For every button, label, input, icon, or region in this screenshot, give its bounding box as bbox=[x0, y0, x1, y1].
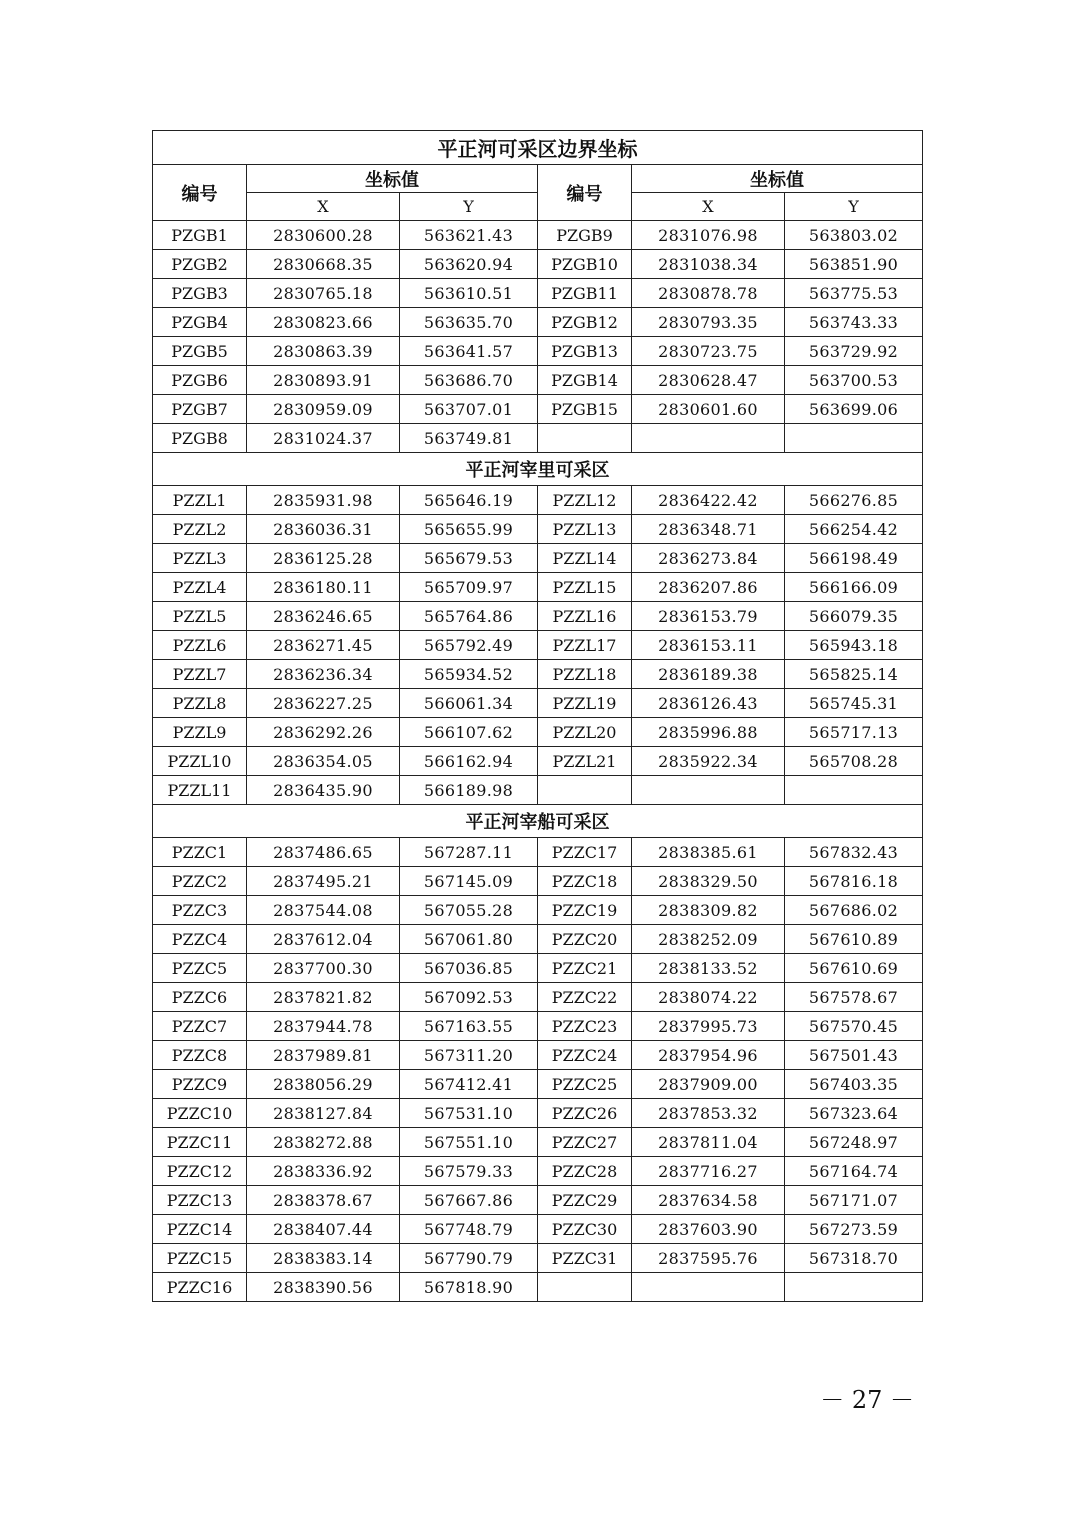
cell-x-left: 2836236.34 bbox=[247, 660, 400, 689]
cell-x-right: 2836153.79 bbox=[632, 602, 785, 631]
cell-y-left: 567818.90 bbox=[400, 1273, 538, 1302]
cell-id-left: PZZL3 bbox=[153, 544, 247, 573]
cell-x-left: 2831024.37 bbox=[247, 424, 400, 453]
cell-y-left: 563686.70 bbox=[400, 366, 538, 395]
cell-id-right: PZZC29 bbox=[538, 1186, 632, 1215]
cell-id-right: PZZC21 bbox=[538, 954, 632, 983]
table-row bbox=[153, 896, 923, 925]
header-coord-right: 坐标值 bbox=[632, 165, 923, 193]
cell-x-right: 2836189.38 bbox=[632, 660, 785, 689]
cell-y-right: 563775.53 bbox=[785, 279, 923, 308]
cell-y-right: 563700.53 bbox=[785, 366, 923, 395]
cell-id-right: PZZL13 bbox=[538, 515, 632, 544]
cell-x-right: 2837716.27 bbox=[632, 1157, 785, 1186]
cell-x-left: 2837612.04 bbox=[247, 925, 400, 954]
header-y-left: Y bbox=[400, 193, 538, 221]
cell-y-right: 567171.07 bbox=[785, 1186, 923, 1215]
table-row bbox=[153, 925, 923, 954]
cell-id-right: PZGB13 bbox=[538, 337, 632, 366]
cell-y-right: 567578.67 bbox=[785, 983, 923, 1012]
section-title: 平正河宰船可采区 bbox=[153, 805, 923, 838]
cell-y-left: 565934.52 bbox=[400, 660, 538, 689]
cell-id-left: PZZC14 bbox=[153, 1215, 247, 1244]
cell-id-left: PZZL8 bbox=[153, 689, 247, 718]
table-row bbox=[153, 1070, 923, 1099]
cell-x-left: 2837486.65 bbox=[247, 838, 400, 867]
cell-x-left: 2838272.88 bbox=[247, 1128, 400, 1157]
cell-id-left: PZZC4 bbox=[153, 925, 247, 954]
cell-x-right: 2830793.35 bbox=[632, 308, 785, 337]
cell-id-right: PZGB15 bbox=[538, 395, 632, 424]
table-row bbox=[153, 1012, 923, 1041]
header-id-right: 编号 bbox=[538, 165, 632, 221]
cell-id-right: PZZC23 bbox=[538, 1012, 632, 1041]
cell-id-right: PZGB11 bbox=[538, 279, 632, 308]
cell-id-right: PZZC17 bbox=[538, 838, 632, 867]
cell-y-right: 563803.02 bbox=[785, 221, 923, 250]
cell-y-right: 563699.06 bbox=[785, 395, 923, 424]
cell-x-left: 2830863.39 bbox=[247, 337, 400, 366]
cell-x-right: 2837909.00 bbox=[632, 1070, 785, 1099]
cell-y-left: 565655.99 bbox=[400, 515, 538, 544]
cell-y-left: 565646.19 bbox=[400, 486, 538, 515]
cell-y-right: 563851.90 bbox=[785, 250, 923, 279]
cell-y-left: 565764.86 bbox=[400, 602, 538, 631]
cell-x-left: 2838127.84 bbox=[247, 1099, 400, 1128]
cell-x-left: 2836292.26 bbox=[247, 718, 400, 747]
table-row bbox=[153, 1157, 923, 1186]
cell-x-right: 2830878.78 bbox=[632, 279, 785, 308]
table-row bbox=[153, 366, 923, 395]
cell-x-left: 2836125.28 bbox=[247, 544, 400, 573]
cell-x-right: 2838309.82 bbox=[632, 896, 785, 925]
cell-x-left: 2836227.25 bbox=[247, 689, 400, 718]
cell-x-right bbox=[632, 424, 785, 453]
cell-y-right: 565717.13 bbox=[785, 718, 923, 747]
cell-x-left: 2838056.29 bbox=[247, 1070, 400, 1099]
cell-y-left: 567055.28 bbox=[400, 896, 538, 925]
cell-x-left: 2830600.28 bbox=[247, 221, 400, 250]
cell-y-right: 566079.35 bbox=[785, 602, 923, 631]
cell-x-right: 2830628.47 bbox=[632, 366, 785, 395]
cell-x-left: 2838383.14 bbox=[247, 1244, 400, 1273]
cell-y-left: 566189.98 bbox=[400, 776, 538, 805]
cell-y-left: 567667.86 bbox=[400, 1186, 538, 1215]
cell-id-left: PZZC10 bbox=[153, 1099, 247, 1128]
coordinate-table bbox=[152, 130, 923, 1302]
cell-id-left: PZGB5 bbox=[153, 337, 247, 366]
cell-y-left: 567061.80 bbox=[400, 925, 538, 954]
cell-id-right: PZGB10 bbox=[538, 250, 632, 279]
table-row bbox=[153, 515, 923, 544]
cell-id-left: PZGB7 bbox=[153, 395, 247, 424]
cell-x-right: 2837634.58 bbox=[632, 1186, 785, 1215]
cell-id-left: PZZC2 bbox=[153, 867, 247, 896]
header-id-left: 编号 bbox=[153, 165, 247, 221]
cell-y-right bbox=[785, 776, 923, 805]
cell-y-right: 567501.43 bbox=[785, 1041, 923, 1070]
table-row bbox=[153, 1128, 923, 1157]
coordinate-table-body bbox=[153, 131, 923, 1302]
table-row bbox=[153, 718, 923, 747]
cell-id-right: PZZC27 bbox=[538, 1128, 632, 1157]
cell-x-left: 2837944.78 bbox=[247, 1012, 400, 1041]
table-row bbox=[153, 544, 923, 573]
cell-x-right: 2837995.73 bbox=[632, 1012, 785, 1041]
cell-y-right: 567832.43 bbox=[785, 838, 923, 867]
cell-x-left: 2836354.05 bbox=[247, 747, 400, 776]
cell-id-right: PZZC19 bbox=[538, 896, 632, 925]
cell-y-right: 563729.92 bbox=[785, 337, 923, 366]
cell-y-right: 566276.85 bbox=[785, 486, 923, 515]
cell-x-left: 2837544.08 bbox=[247, 896, 400, 925]
cell-x-right: 2836422.42 bbox=[632, 486, 785, 515]
cell-id-right: PZZC26 bbox=[538, 1099, 632, 1128]
cell-id-right bbox=[538, 776, 632, 805]
cell-id-right: PZGB14 bbox=[538, 366, 632, 395]
cell-y-left: 567036.85 bbox=[400, 954, 538, 983]
cell-x-left: 2838390.56 bbox=[247, 1273, 400, 1302]
cell-y-left: 567145.09 bbox=[400, 867, 538, 896]
cell-id-left: PZZL4 bbox=[153, 573, 247, 602]
cell-x-right: 2835996.88 bbox=[632, 718, 785, 747]
cell-x-left: 2837821.82 bbox=[247, 983, 400, 1012]
cell-id-right: PZZL15 bbox=[538, 573, 632, 602]
cell-x-left: 2836036.31 bbox=[247, 515, 400, 544]
cell-y-left: 567531.10 bbox=[400, 1099, 538, 1128]
cell-x-left: 2830959.09 bbox=[247, 395, 400, 424]
cell-y-right bbox=[785, 424, 923, 453]
cell-y-right: 565943.18 bbox=[785, 631, 923, 660]
cell-id-right: PZZC25 bbox=[538, 1070, 632, 1099]
cell-id-right: PZZL17 bbox=[538, 631, 632, 660]
table-row bbox=[153, 1099, 923, 1128]
cell-id-left: PZZC6 bbox=[153, 983, 247, 1012]
cell-x-left: 2838378.67 bbox=[247, 1186, 400, 1215]
cell-id-right: PZZC22 bbox=[538, 983, 632, 1012]
cell-y-left: 563620.94 bbox=[400, 250, 538, 279]
cell-y-right: 567816.18 bbox=[785, 867, 923, 896]
cell-x-right: 2838133.52 bbox=[632, 954, 785, 983]
cell-id-right: PZZL19 bbox=[538, 689, 632, 718]
cell-id-right: PZGB12 bbox=[538, 308, 632, 337]
cell-y-left: 567551.10 bbox=[400, 1128, 538, 1157]
table-row bbox=[153, 1244, 923, 1273]
cell-x-left: 2836435.90 bbox=[247, 776, 400, 805]
cell-y-left: 567092.53 bbox=[400, 983, 538, 1012]
cell-x-right: 2837853.32 bbox=[632, 1099, 785, 1128]
cell-id-left: PZZL6 bbox=[153, 631, 247, 660]
table-row bbox=[153, 279, 923, 308]
cell-y-right: 567248.97 bbox=[785, 1128, 923, 1157]
cell-x-left: 2836271.45 bbox=[247, 631, 400, 660]
cell-y-right: 567610.69 bbox=[785, 954, 923, 983]
cell-id-left: PZZL9 bbox=[153, 718, 247, 747]
cell-x-left: 2835931.98 bbox=[247, 486, 400, 515]
cell-x-left: 2837700.30 bbox=[247, 954, 400, 983]
table-row bbox=[153, 747, 923, 776]
table-row bbox=[153, 602, 923, 631]
cell-y-left: 567748.79 bbox=[400, 1215, 538, 1244]
table-row bbox=[153, 631, 923, 660]
table-row bbox=[153, 486, 923, 515]
cell-y-right: 567570.45 bbox=[785, 1012, 923, 1041]
cell-id-right: PZZC31 bbox=[538, 1244, 632, 1273]
cell-y-right: 565745.31 bbox=[785, 689, 923, 718]
cell-id-left: PZZL5 bbox=[153, 602, 247, 631]
cell-id-left: PZZC16 bbox=[153, 1273, 247, 1302]
cell-y-right: 566198.49 bbox=[785, 544, 923, 573]
cell-y-right: 566254.42 bbox=[785, 515, 923, 544]
cell-id-left: PZZC13 bbox=[153, 1186, 247, 1215]
cell-y-left: 563610.51 bbox=[400, 279, 538, 308]
cell-x-right: 2831038.34 bbox=[632, 250, 785, 279]
header-x-right: X bbox=[632, 193, 785, 221]
cell-id-right: PZZL14 bbox=[538, 544, 632, 573]
header-coord-left: 坐标值 bbox=[247, 165, 538, 193]
table-row bbox=[153, 1215, 923, 1244]
cell-x-right: 2838252.09 bbox=[632, 925, 785, 954]
cell-y-left: 565679.53 bbox=[400, 544, 538, 573]
cell-x-left: 2830765.18 bbox=[247, 279, 400, 308]
cell-x-right: 2836207.86 bbox=[632, 573, 785, 602]
cell-x-left: 2838407.44 bbox=[247, 1215, 400, 1244]
cell-id-left: PZZC1 bbox=[153, 838, 247, 867]
table-row bbox=[153, 1273, 923, 1302]
cell-x-left: 2830823.66 bbox=[247, 308, 400, 337]
cell-id-left: PZZC5 bbox=[153, 954, 247, 983]
cell-y-right: 567403.35 bbox=[785, 1070, 923, 1099]
cell-x-right: 2837595.76 bbox=[632, 1244, 785, 1273]
cell-id-left: PZGB4 bbox=[153, 308, 247, 337]
cell-id-left: PZZL2 bbox=[153, 515, 247, 544]
cell-id-left: PZZC7 bbox=[153, 1012, 247, 1041]
cell-y-left: 563749.81 bbox=[400, 424, 538, 453]
cell-y-right bbox=[785, 1273, 923, 1302]
cell-x-left: 2830668.35 bbox=[247, 250, 400, 279]
cell-x-right: 2836273.84 bbox=[632, 544, 785, 573]
cell-id-left: PZGB2 bbox=[153, 250, 247, 279]
cell-x-right: 2830601.60 bbox=[632, 395, 785, 424]
cell-y-right: 567323.64 bbox=[785, 1099, 923, 1128]
cell-id-left: PZZC15 bbox=[153, 1244, 247, 1273]
cell-id-left: PZZC9 bbox=[153, 1070, 247, 1099]
cell-y-left: 566162.94 bbox=[400, 747, 538, 776]
table-row bbox=[153, 954, 923, 983]
cell-x-right: 2836348.71 bbox=[632, 515, 785, 544]
table-row bbox=[153, 838, 923, 867]
table-row bbox=[153, 424, 923, 453]
table-row bbox=[153, 660, 923, 689]
header-y-right: Y bbox=[785, 193, 923, 221]
cell-id-left: PZZC12 bbox=[153, 1157, 247, 1186]
cell-y-right: 567686.02 bbox=[785, 896, 923, 925]
cell-id-left: PZGB8 bbox=[153, 424, 247, 453]
cell-y-left: 563707.01 bbox=[400, 395, 538, 424]
cell-y-left: 563641.57 bbox=[400, 337, 538, 366]
cell-y-right: 567610.89 bbox=[785, 925, 923, 954]
cell-id-right: PZZC28 bbox=[538, 1157, 632, 1186]
cell-id-right bbox=[538, 424, 632, 453]
section-header-row bbox=[153, 805, 923, 838]
cell-y-left: 567790.79 bbox=[400, 1244, 538, 1273]
cell-x-right: 2836126.43 bbox=[632, 689, 785, 718]
table-row bbox=[153, 983, 923, 1012]
cell-y-right: 567164.74 bbox=[785, 1157, 923, 1186]
cell-y-left: 563635.70 bbox=[400, 308, 538, 337]
table-title-row bbox=[153, 131, 923, 165]
cell-y-right: 567273.59 bbox=[785, 1215, 923, 1244]
cell-id-left: PZGB1 bbox=[153, 221, 247, 250]
cell-id-right: PZZC18 bbox=[538, 867, 632, 896]
header-row-1 bbox=[153, 165, 923, 193]
cell-id-right: PZZL21 bbox=[538, 747, 632, 776]
cell-x-right: 2838329.50 bbox=[632, 867, 785, 896]
cell-id-right: PZGB9 bbox=[538, 221, 632, 250]
cell-x-right: 2837811.04 bbox=[632, 1128, 785, 1157]
table-row bbox=[153, 395, 923, 424]
cell-x-right: 2830723.75 bbox=[632, 337, 785, 366]
cell-x-left: 2837989.81 bbox=[247, 1041, 400, 1070]
cell-y-left: 567163.55 bbox=[400, 1012, 538, 1041]
cell-id-right: PZZL20 bbox=[538, 718, 632, 747]
table-row bbox=[153, 337, 923, 366]
cell-y-left: 566107.62 bbox=[400, 718, 538, 747]
cell-y-right: 565825.14 bbox=[785, 660, 923, 689]
cell-id-left: PZGB6 bbox=[153, 366, 247, 395]
cell-x-left: 2838336.92 bbox=[247, 1157, 400, 1186]
table-row bbox=[153, 1186, 923, 1215]
cell-y-right: 566166.09 bbox=[785, 573, 923, 602]
cell-x-right: 2838385.61 bbox=[632, 838, 785, 867]
cell-y-right: 567318.70 bbox=[785, 1244, 923, 1273]
table-row bbox=[153, 689, 923, 718]
table-row bbox=[153, 867, 923, 896]
cell-y-left: 567287.11 bbox=[400, 838, 538, 867]
cell-id-left: PZZC3 bbox=[153, 896, 247, 925]
table-row bbox=[153, 250, 923, 279]
cell-id-left: PZGB3 bbox=[153, 279, 247, 308]
cell-id-right: PZZL12 bbox=[538, 486, 632, 515]
cell-x-right: 2831076.98 bbox=[632, 221, 785, 250]
cell-id-right: PZZC30 bbox=[538, 1215, 632, 1244]
cell-x-left: 2836180.11 bbox=[247, 573, 400, 602]
cell-y-left: 565792.49 bbox=[400, 631, 538, 660]
cell-id-right bbox=[538, 1273, 632, 1302]
cell-id-left: PZZC8 bbox=[153, 1041, 247, 1070]
table-row bbox=[153, 308, 923, 337]
cell-id-left: PZZC11 bbox=[153, 1128, 247, 1157]
cell-x-left: 2837495.21 bbox=[247, 867, 400, 896]
cell-id-left: PZZL11 bbox=[153, 776, 247, 805]
cell-x-right: 2837954.96 bbox=[632, 1041, 785, 1070]
cell-y-left: 567579.33 bbox=[400, 1157, 538, 1186]
table-row bbox=[153, 1041, 923, 1070]
table-row bbox=[153, 573, 923, 602]
cell-y-left: 567412.41 bbox=[400, 1070, 538, 1099]
cell-y-left: 565709.97 bbox=[400, 573, 538, 602]
cell-id-right: PZZL16 bbox=[538, 602, 632, 631]
cell-id-left: PZZL7 bbox=[153, 660, 247, 689]
cell-id-right: PZZC24 bbox=[538, 1041, 632, 1070]
cell-x-right: 2838074.22 bbox=[632, 983, 785, 1012]
page-number: － 27 － bbox=[820, 1386, 914, 1414]
cell-y-left: 566061.34 bbox=[400, 689, 538, 718]
cell-y-right: 565708.28 bbox=[785, 747, 923, 776]
table-row bbox=[153, 221, 923, 250]
cell-id-left: PZZL1 bbox=[153, 486, 247, 515]
cell-x-right: 2836153.11 bbox=[632, 631, 785, 660]
table-row bbox=[153, 776, 923, 805]
section-header-row bbox=[153, 453, 923, 486]
cell-x-left: 2830893.91 bbox=[247, 366, 400, 395]
cell-y-right: 563743.33 bbox=[785, 308, 923, 337]
cell-id-left: PZZL10 bbox=[153, 747, 247, 776]
cell-y-left: 563621.43 bbox=[400, 221, 538, 250]
cell-y-left: 567311.20 bbox=[400, 1041, 538, 1070]
cell-id-right: PZZC20 bbox=[538, 925, 632, 954]
cell-x-right: 2835922.34 bbox=[632, 747, 785, 776]
section-title: 平正河宰里可采区 bbox=[153, 453, 923, 486]
header-x-left: X bbox=[247, 193, 400, 221]
cell-id-right: PZZL18 bbox=[538, 660, 632, 689]
table-title: 平正河可采区边界坐标 bbox=[153, 131, 923, 165]
cell-x-left: 2836246.65 bbox=[247, 602, 400, 631]
cell-x-right bbox=[632, 776, 785, 805]
cell-x-right: 2837603.90 bbox=[632, 1215, 785, 1244]
cell-x-right bbox=[632, 1273, 785, 1302]
